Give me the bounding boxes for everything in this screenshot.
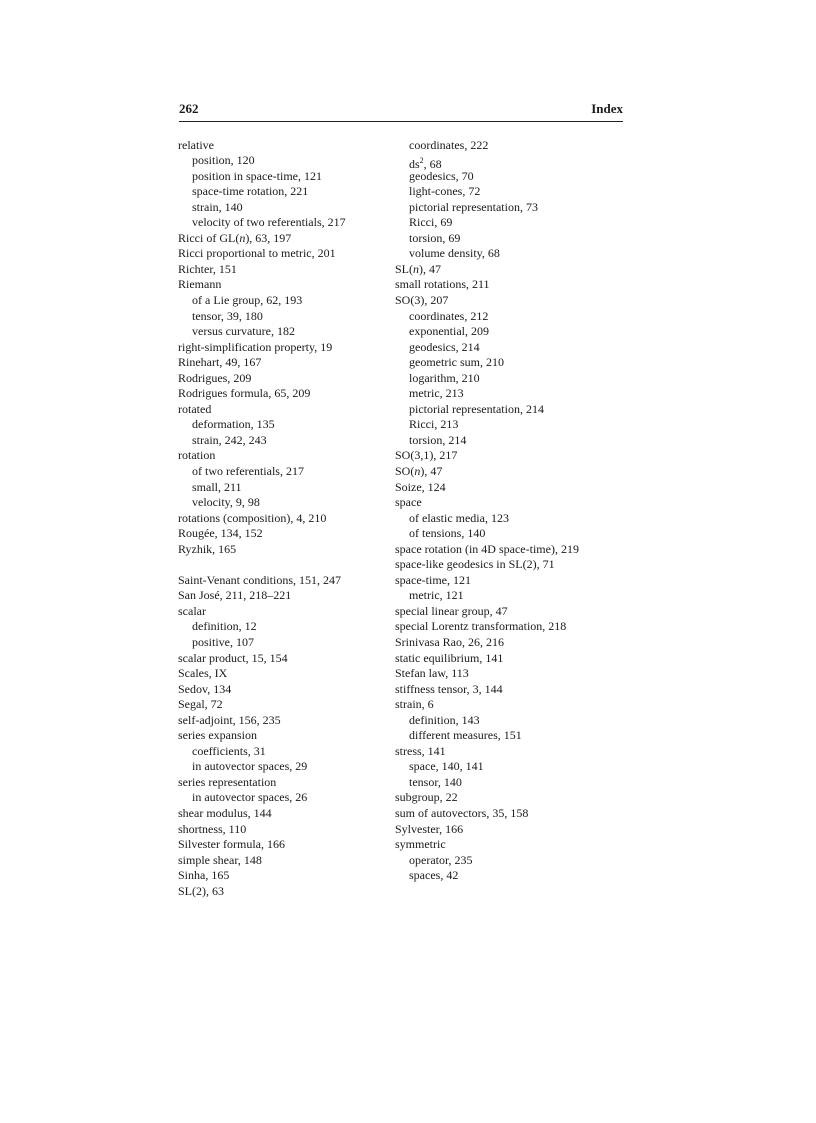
index-entry: rotations (composition), 4, 210 bbox=[178, 510, 327, 525]
index-subentry: space, 140, 141 bbox=[409, 759, 484, 774]
index-entry: Ricci proportional to metric, 201 bbox=[178, 246, 336, 261]
index-subentry: in autovector spaces, 26 bbox=[192, 790, 308, 805]
index-subentry: tensor, 39, 180 bbox=[192, 308, 263, 323]
index-entry: Segal, 72 bbox=[178, 697, 223, 712]
index-subentry: velocity of two referentials, 217 bbox=[192, 215, 346, 230]
index-subentry: positive, 107 bbox=[192, 635, 254, 649]
index-entry: scalar product, 15, 154 bbox=[178, 650, 288, 665]
index-subentry: of tensions, 140 bbox=[409, 526, 486, 541]
index-subentry: logarithm, 210 bbox=[409, 370, 480, 385]
index-subentry: torsion, 214 bbox=[409, 432, 467, 447]
index-entry: SL(2), 63 bbox=[178, 883, 224, 898]
index-entry: Scales, IX bbox=[178, 666, 228, 681]
index-entry: self-adjoint, 156, 235 bbox=[178, 712, 281, 727]
index-subentry: spaces, 42 bbox=[409, 868, 459, 883]
index-subentry: space-time rotation, 221 bbox=[192, 184, 309, 199]
index-column-right bbox=[395, 138, 630, 884]
index-subentry: velocity, 9, 98 bbox=[192, 495, 260, 510]
index-subentry: strain, 242, 243 bbox=[192, 432, 267, 447]
index-subentry: operator, 235 bbox=[409, 852, 473, 867]
index-subentry: coordinates, 222 bbox=[409, 137, 489, 152]
index-subentry: Ricci, 69 bbox=[409, 215, 453, 230]
index-entry: sum of autovectors, 35, 158 bbox=[395, 806, 529, 821]
index-entry: Richter, 151 bbox=[178, 261, 237, 276]
index-entry: Sedov, 134 bbox=[178, 681, 232, 696]
index-entry: SO(3), 207 bbox=[395, 292, 449, 307]
index-entry: space rotation (in 4D space-time), 219 bbox=[395, 541, 579, 556]
index-subentry: geodesics, 70 bbox=[409, 168, 474, 183]
index-subentry: position, 120 bbox=[192, 153, 255, 168]
index-entry: Rodrigues formula, 65, 209 bbox=[178, 386, 311, 401]
index-subentry: definition, 12 bbox=[192, 619, 257, 634]
index-entry: symmetric bbox=[395, 837, 446, 852]
index-entry: shortness, 110 bbox=[178, 821, 247, 836]
index-entry: special Lorentz transformation, 218 bbox=[395, 619, 567, 634]
index-subentry: strain, 140 bbox=[192, 199, 243, 214]
index-entry: small rotations, 211 bbox=[395, 277, 490, 292]
index-subentry: deformation, 135 bbox=[192, 417, 275, 432]
index-subentry: of two referentials, 217 bbox=[192, 463, 304, 478]
index-subentry: of elastic media, 123 bbox=[409, 510, 509, 525]
running-header bbox=[179, 101, 623, 122]
index-entry: subgroup, 22 bbox=[395, 790, 458, 805]
index-entry: rotated bbox=[178, 401, 212, 416]
index-gap bbox=[178, 557, 393, 573]
index-entry: Riemann bbox=[178, 277, 222, 292]
index-entry: right-simplification property, 19 bbox=[178, 339, 333, 354]
index-entry: space-time, 121 bbox=[395, 572, 471, 587]
index-entry: strain, 6 bbox=[395, 697, 434, 712]
index-subentry: coefficients, 31 bbox=[192, 743, 266, 758]
index-subentry: exponential, 209 bbox=[409, 324, 489, 339]
index-subentry: geometric sum, 210 bbox=[409, 355, 504, 370]
index-subentry: coordinates, 212 bbox=[409, 308, 489, 323]
index-subentry: versus curvature, 182 bbox=[192, 324, 295, 339]
index-entry: rotation bbox=[178, 448, 216, 463]
index-subentry: light-cones, 72 bbox=[409, 184, 481, 199]
index-entry: series representation bbox=[178, 774, 277, 789]
index-entry: Rodrigues, 209 bbox=[178, 370, 252, 385]
index-entry: stress, 141 bbox=[395, 743, 446, 758]
index-entry: Stefan law, 113 bbox=[395, 666, 469, 681]
index-entry: Rougée, 134, 152 bbox=[178, 526, 263, 541]
index-entry: scalar bbox=[178, 603, 206, 618]
index-subentry: pictorial representation, 214 bbox=[409, 401, 544, 416]
index-entry: Sinha, 165 bbox=[178, 868, 230, 883]
index-column-left bbox=[178, 138, 393, 900]
index-entry: San José, 211, 218–221 bbox=[178, 588, 292, 603]
index-entry: Sylvester, 166 bbox=[395, 821, 464, 836]
section-title: Index bbox=[591, 101, 623, 116]
index-subentry: volume density, 68 bbox=[409, 246, 500, 261]
index-entry: space bbox=[395, 495, 422, 510]
index-subentry: $ds^2$, 68 bbox=[409, 156, 442, 172]
index-entry: SL(n), 47 bbox=[395, 261, 441, 276]
index-subentry: pictorial representation, 73 bbox=[409, 199, 538, 214]
index-subentry: torsion, 69 bbox=[409, 230, 461, 245]
index-entry: Ricci of GL(n), 63, 197 bbox=[178, 230, 292, 245]
index-subentry: definition, 143 bbox=[409, 712, 480, 727]
index-entry: stiffness tensor, 3, 144 bbox=[395, 681, 503, 696]
index-entry: SO(n), 47 bbox=[395, 463, 443, 478]
page-number: 262 bbox=[179, 101, 199, 116]
index-subentry: metric, 121 bbox=[409, 588, 464, 603]
index-entry: Rinehart, 49, 167 bbox=[178, 355, 262, 370]
index-entry: Soize, 124 bbox=[395, 479, 446, 494]
index-entry: relative bbox=[178, 137, 214, 152]
index-subentry: small, 211 bbox=[192, 479, 242, 494]
index-entry: Srinivasa Rao, 26, 216 bbox=[395, 635, 504, 649]
index-subentry: geodesics, 214 bbox=[409, 339, 480, 354]
index-subentry: tensor, 140 bbox=[409, 774, 462, 789]
index-subentry: Ricci, 213 bbox=[409, 417, 459, 432]
index-entry: SO(3,1), 217 bbox=[395, 448, 458, 463]
index-entry: simple shear, 148 bbox=[178, 852, 262, 867]
index-entry: space-like geodesics in SL(2), 71 bbox=[395, 557, 555, 572]
index-entry: Silvester formula, 166 bbox=[178, 837, 285, 852]
index-subentry: in autovector spaces, 29 bbox=[192, 759, 308, 774]
index-entry: Ryzhik, 165 bbox=[178, 541, 237, 556]
index-subentry: of a Lie group, 62, 193 bbox=[192, 292, 303, 307]
index-entry: special linear group, 47 bbox=[395, 603, 508, 618]
index-subentry: metric, 213 bbox=[409, 386, 464, 401]
index-subentry: position in space-time, 121 bbox=[192, 168, 322, 183]
index-entry: series expansion bbox=[178, 728, 257, 743]
index-subentry: different measures, 151 bbox=[409, 728, 522, 743]
index-entry: shear modulus, 144 bbox=[178, 806, 272, 821]
index-entry: static equilibrium, 141 bbox=[395, 650, 504, 665]
index-entry: Saint-Venant conditions, 151, 247 bbox=[178, 572, 341, 587]
